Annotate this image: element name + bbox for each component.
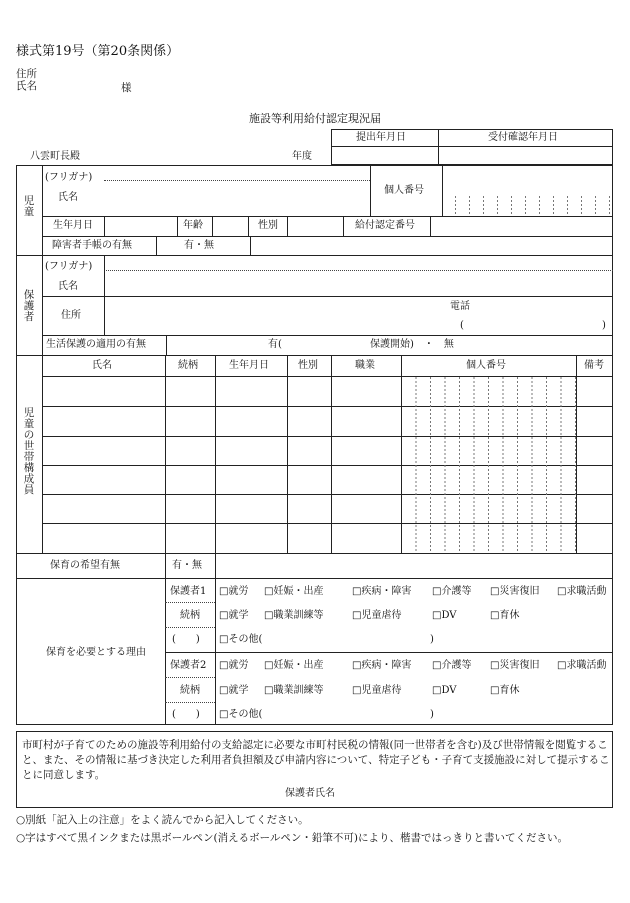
g1-opt-disaster[interactable]: □災害復旧 [490,586,540,597]
g2-opt-care[interactable]: □介護等 [432,660,472,671]
guardian1-relation-label: 続柄 [180,610,200,621]
name-label: 氏名 [16,80,37,92]
guardian-furigana-label: (フリガナ) [45,261,93,272]
g2-opt-work[interactable]: □就労 [219,660,249,671]
welfare-yes[interactable]: 有( [268,339,282,350]
fiscal-year-label: 年度 [292,151,312,162]
welfare-start[interactable]: 保護開始) ・ 無 [370,339,454,350]
notes [16,811,620,847]
g1-opt-illness[interactable]: □疾病・障害 [352,586,412,597]
g2-opt-other-close: ) [430,709,434,720]
phone-label: 電話 [450,301,470,312]
g2-opt-disaster[interactable]: □災害復旧 [490,660,540,671]
household-col-name: 氏名 [92,360,112,371]
note-item: ○別紙「記入上の注意」をよく読んでから記入してください。 [16,814,309,826]
child-name-label: 氏名 [58,192,78,203]
address-label: 住所 [16,68,37,80]
g2-opt-pregnancy[interactable]: □妊娠・出産 [264,660,324,671]
addressee: 八雲町長殿 [30,151,80,162]
child-age-label: 年齢 [183,220,203,231]
care-reason-label: 保育を必要とする理由 [46,647,146,658]
guardian2-relation-paren: ( ) [172,709,200,720]
g2-opt-training[interactable]: □職業訓練等 [264,685,324,696]
household-section-label: 児童の世帯構成員 [23,407,35,496]
household-col-personal-number: 個人番号 [466,360,506,371]
g1-opt-jobseek[interactable]: □求職活動 [557,586,607,597]
child-furigana-label: (フリガナ) [45,172,93,183]
g2-opt-jobseek[interactable]: □求職活動 [557,660,607,671]
guardian1-relation-paren: ( ) [172,634,200,645]
g2-opt-other[interactable]: □その他( [219,709,263,720]
g2-opt-abuse[interactable]: □児童虐待 [352,685,402,696]
address-block [16,68,37,92]
note-item: ○字はすべて黒インクまたは黒ボールペン(消えるボールペン・鉛筆不可)により、楷書ではっきりと書いてください。 [16,832,569,844]
g1-opt-training[interactable]: □職業訓練等 [264,610,324,621]
consent-signature-label: 保護者氏名 [285,788,335,799]
form-title: 施設等利用給付認定現況届 [249,112,381,125]
g1-opt-pregnancy[interactable]: □妊娠・出産 [264,586,324,597]
disability-book-label: 障害者手帳の有無 [52,240,132,251]
submit-date-label: 提出年月日 [356,132,406,143]
disability-book-choice[interactable]: 有・無 [184,240,214,251]
child-section-label: 児童 [23,195,35,218]
child-personal-number-cells[interactable] [442,196,613,216]
guardian-address-label: 住所 [61,310,81,321]
g2-opt-dv[interactable]: □DV [432,685,457,696]
g1-opt-other-close: ) [430,634,434,645]
g1-opt-abuse[interactable]: □児童虐待 [352,610,402,621]
child-cert-number-label: 給付認定番号 [355,220,415,231]
child-personal-number-label: 個人番号 [384,185,424,196]
guardian-section-label: 保護者 [23,289,35,323]
g2-opt-illness[interactable]: □疾病・障害 [352,660,412,671]
g1-opt-other[interactable]: □その他( [219,634,263,645]
household-col-remarks: 備考 [584,360,604,371]
child-sex-label: 性別 [258,220,278,231]
form-number: 様式第19号（第20条関係） [16,44,180,59]
household-col-birth: 生年月日 [229,360,269,371]
g1-opt-leave[interactable]: □育休 [490,610,520,621]
g1-opt-care[interactable]: □介護等 [432,586,472,597]
household-col-relation: 続柄 [178,360,198,371]
household-personal-number-cells[interactable] [402,377,576,553]
g1-opt-school[interactable]: □就学 [219,610,249,621]
child-birth-date-label: 生年月日 [53,220,93,231]
phone-open: ( [460,320,464,331]
guardian2-label: 保護者2 [170,660,207,671]
phone-close: ) [602,320,606,331]
care-wish-choice[interactable]: 有・無 [172,560,202,571]
guardian2-relation-label: 続柄 [180,685,200,696]
guardian-name-label: 氏名 [58,281,78,292]
household-col-sex: 性別 [298,360,318,371]
guardian1-label: 保護者1 [170,586,207,597]
care-wish-label: 保育の希望有無 [50,560,120,571]
consent-text: 市町村が子育てのための施設等利用給付の支給認定に必要な市町村民税の情報(同一世帯者を含む)及び世帯情報を閲覧すること、また、その情報に基づき決定した利用者負担額及び申請内容について、特定子ども・子育て支援施設に対して提示することに同意します。 [22,739,610,781]
household-col-job: 職業 [355,360,375,371]
g1-opt-work[interactable]: □就労 [219,586,249,597]
honorific: 様 [121,82,132,94]
g2-opt-school[interactable]: □就学 [219,685,249,696]
g1-opt-dv[interactable]: □DV [432,610,457,621]
g2-opt-leave[interactable]: □育休 [490,685,520,696]
receipt-date-label: 受付確認年月日 [488,132,558,143]
welfare-label: 生活保護の適用の有無 [46,339,146,350]
